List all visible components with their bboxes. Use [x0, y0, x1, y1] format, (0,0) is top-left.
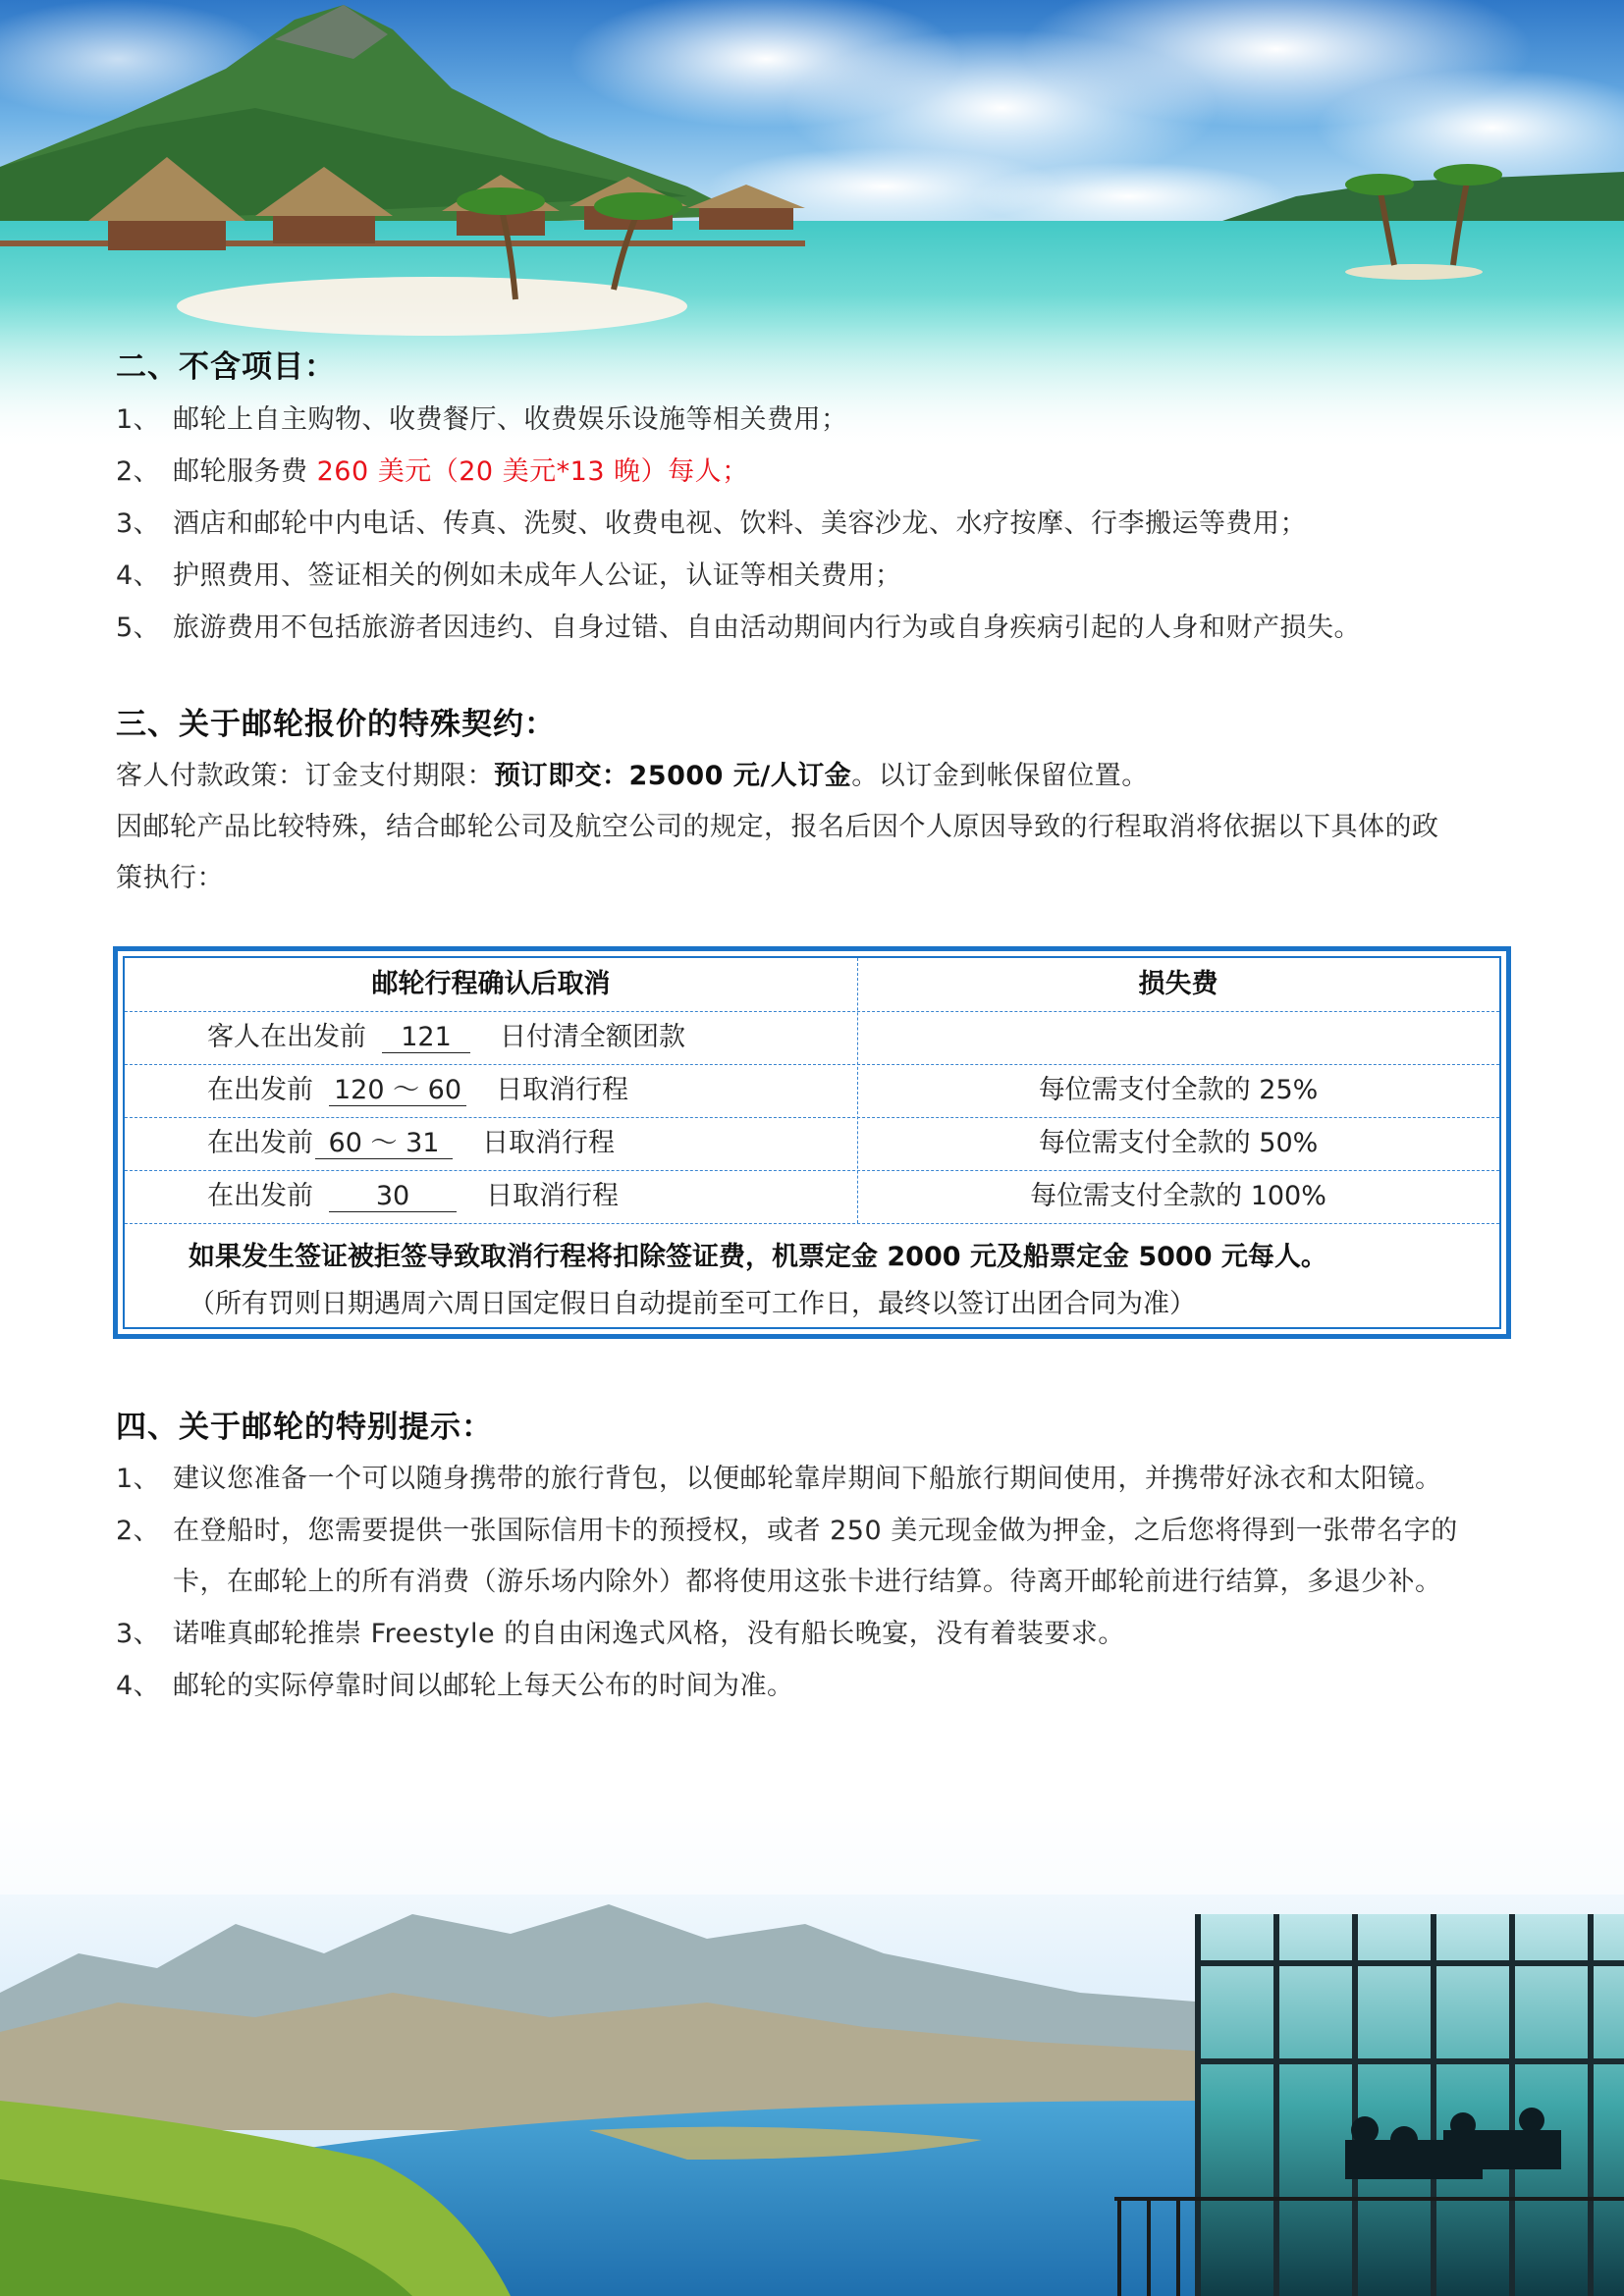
condition-suffix: 日取消行程: [482, 1128, 615, 1158]
section2-item: [116, 606, 1361, 644]
table-row: [125, 1011, 1499, 1065]
header-cancel-after-confirm: 邮轮行程确认后取消: [371, 969, 611, 999]
item-number: 2、: [116, 1516, 161, 1546]
section4-item: [116, 1509, 1458, 1547]
policy-paragraph-line: 策执行：: [116, 863, 224, 893]
item-text: 旅游费用不包括旅游者因违约、自身过错、自由活动期间内行为或自身疾病引起的人身和财产损失。: [173, 613, 1361, 643]
days-value: 121: [382, 1023, 470, 1053]
service-fee-highlight: 260 美元（20 美元*13 晚）每人；: [316, 456, 749, 487]
payment-policy: [116, 754, 1149, 792]
mountain-lake-banner: [0, 1806, 1624, 2296]
condition-suffix: 日取消行程: [496, 1075, 628, 1105]
penalty-fee: 每位需支付全款的 50%: [1038, 1128, 1319, 1158]
item-number: 2、: [116, 456, 161, 487]
visa-refusal-note: 如果发生签证被拒签导致取消行程将扣除签证费，机票定金 2000 元及船票定金 5000 元每人。: [189, 1242, 1327, 1272]
condition-prefix: 在出发前: [207, 1181, 313, 1211]
cancel-condition: [207, 1117, 615, 1170]
item-text: 护照费用、签证相关的例如未成年人公证，认证等相关费用；: [173, 561, 902, 591]
item-text: 邮轮上自主购物、收费餐厅、收费娱乐设施等相关费用；: [173, 404, 848, 435]
section4-item-continuation: 卡，在邮轮上的所有消费（游乐场内除外）都将使用这张卡进行结算。待离开邮轮前进行结算，多退少补。: [173, 1567, 1442, 1597]
days-value: 30: [329, 1182, 457, 1212]
condition-prefix: 客人在出发前: [207, 1022, 366, 1052]
section2-item: [116, 450, 749, 488]
penalty-fee: 每位需支付全款的 25%: [1038, 1075, 1319, 1105]
penalty-fee: 每位需支付全款的 100%: [1030, 1181, 1326, 1211]
cancel-condition: [207, 1011, 685, 1064]
section4-item: [116, 1457, 1442, 1495]
item-number: 4、: [116, 561, 161, 591]
condition-prefix: 在出发前: [207, 1075, 313, 1105]
policy-deposit: 预订即交：25000 元/人订金: [494, 761, 852, 791]
section4-item: [116, 1612, 1125, 1650]
table-row: [125, 1064, 1499, 1118]
table-header-row: [125, 958, 1499, 1012]
section2-item: [116, 554, 902, 592]
policy-suffix: 。以订金到帐保留位置。: [851, 761, 1149, 791]
condition-prefix: 在出发前: [207, 1128, 313, 1158]
cancellation-table: [113, 946, 1511, 1339]
days-value: 120 ～ 60: [329, 1076, 466, 1106]
item-text: 酒店和邮轮中内电话、传真、洗熨、收费电视、饮料、美容沙龙、水疗按摩、行李搬运等费用；: [173, 508, 1307, 539]
days-value: 60 ～ 31: [315, 1129, 453, 1159]
section2-item: [116, 398, 848, 436]
item-number: 1、: [116, 404, 161, 435]
item-text: 诺唯真邮轮推崇 Freestyle 的自由闲逸式风格，没有船长晚宴，没有着装要求。: [173, 1619, 1125, 1649]
header-penalty: 损失费: [1138, 969, 1218, 999]
cancellation-table-inner: [123, 956, 1501, 1329]
section4-item: [116, 1664, 794, 1702]
penalty-fee: [857, 1011, 1499, 1064]
section3-heading: 三、关于邮轮报价的特殊契约：: [116, 707, 556, 742]
cancel-condition: [207, 1170, 619, 1223]
holiday-rule-note: （所有罚则日期遇周六周日国定假日自动提前至可工作日，最终以签订出团合同为准）: [189, 1289, 1196, 1319]
table-row: [125, 1117, 1499, 1171]
item-number: 1、: [116, 1464, 161, 1494]
policy-paragraph-line: 因邮轮产品比较特殊，结合邮轮公司及航空公司的规定，报名后因个人原因导致的行程取消将依据以下具体的政: [116, 812, 1439, 842]
item-text: 建议您准备一个可以随身携带的旅行背包，以便邮轮靠岸期间下船旅行期间使用，并携带好泳衣和太阳镜。: [173, 1464, 1442, 1494]
table-row: [125, 1170, 1499, 1224]
section4-heading: 四、关于邮轮的特别提示：: [116, 1410, 493, 1445]
item-text: 在登船时，您需要提供一张国际信用卡的预授权，或者 250 美元现金做为押金，之后您将得到一张带名字的: [173, 1516, 1458, 1546]
item-number: 3、: [116, 508, 161, 539]
item-number: 5、: [116, 613, 161, 643]
item-number: 3、: [116, 1619, 161, 1649]
item-text: 邮轮服务费: [173, 456, 317, 487]
item-text: 邮轮的实际停靠时间以邮轮上每天公布的时间为准。: [173, 1671, 794, 1701]
section2-heading: 二、不含项目：: [116, 349, 336, 385]
section2-item: [116, 502, 1307, 540]
item-number: 4、: [116, 1671, 161, 1701]
policy-prefix: 客人付款政策：订金支付期限：: [116, 761, 494, 791]
cancel-condition: [207, 1064, 628, 1117]
condition-suffix: 日取消行程: [486, 1181, 619, 1211]
condition-suffix: 日付清全额团款: [500, 1022, 685, 1052]
